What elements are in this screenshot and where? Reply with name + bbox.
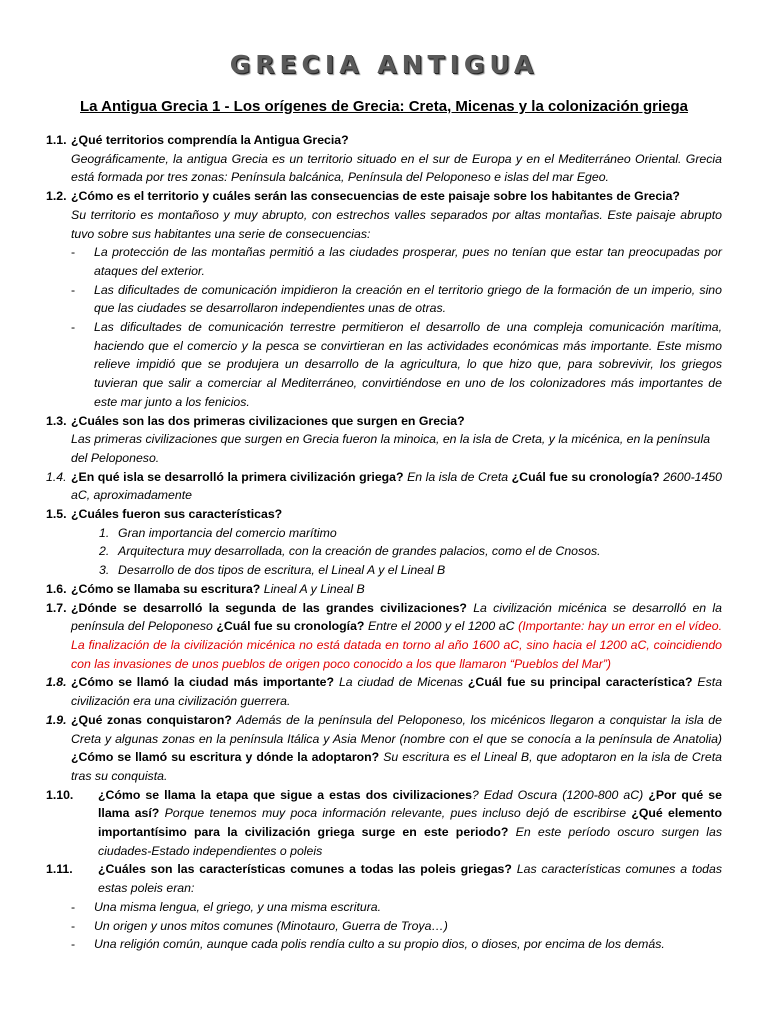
question-text: ¿En qué isla se desarrolló la primera civilización griega? [71,469,404,484]
answer-text: ? Edad Oscura (1200-800 aC) [471,787,644,802]
error-note: (Importante: hay un error en el vídeo. La finalización de la civilización micénica no está datada en torno al año 1600 aC, sino hacia el 1200 aC, coincidiendo con las invasiones de unos pueblos de origen poco conocido a los que llamaron “Pueblos del Mar”) [71,619,723,671]
question-text: ¿Cómo se llamó su escritura y dónde la adoptaron? [71,750,380,765]
document-body [46,131,722,954]
question-text: ¿Cuál fue su cronología? [511,469,660,484]
list-item: - Una religión común, aunque cada polis rendía culto a su propio dios, o dioses, por encima de los demás. [94,935,722,954]
question-text: ¿Cuáles son las dos primeras civilizaciones que surgen en Grecia? [71,413,465,428]
page-title: GRECIA ANTIGUA [229,50,539,79]
question-text: ¿Cuáles son las características comunes a todas las poleis griegas? [98,862,512,877]
question-number: 1.6. [46,581,67,596]
poleis-characteristics-list [46,898,722,954]
answer-text: Las características comunes a todas estas poleis eran: [98,862,723,896]
answer-text: Su escritura es el Lineal B, que adoptaron en la isla de Creta tras su conquista. [71,750,722,783]
list-number: 1. [99,525,110,540]
question-number: 1.2. [46,189,67,204]
question-number: 1.5. [46,507,67,522]
question-block-1-2 [46,187,722,243]
question-block-1-9 [46,711,722,786]
answer-text: Geográficamente, la antigua Grecia es un territorio situado en el sur de Europa y en el Mediterráneo Oriental. Grecia está formada por tres zonas: Península balcánica, Península del Peloponeso e islas del mar Egeo. [71,151,722,185]
question-number: 1.1. [46,133,67,147]
list-item: - La protección de las montañas permitió a las ciudades prosperar, pues no tenían que estar tan preocupadas por ataques del exterior. [94,243,722,280]
question-text: ¿Cuáles fueron sus características? [71,507,283,522]
question-text: ¿Qué zonas conquistaron? [71,712,232,727]
answer-text: Las primeras civilizaciones que surgen en Grecia fueron la minoica, en la isla de Creta, y la micénica, en la península del Peloponeso. [71,432,711,465]
question-block-1-7 [46,599,722,674]
characteristics-list [46,524,722,580]
list-number: 3. [99,563,110,578]
question-block-1-1 [46,131,722,187]
answer-text: La civilización micénica se desarrolló en la península del Peloponeso [71,600,722,634]
question-number: 1.10. [46,787,74,802]
question-text: ¿Qué elemento importantísimo para la civilización griega surge en este periodo? [98,806,723,840]
question-number: 1.9. [46,712,67,727]
page-subtitle: La Antigua Grecia 1 - Los orígenes de Grecia: Creta, Micenas y la colonización griega [80,98,688,115]
list-item: - Las dificultades de comunicación impidieron la creación en el territorio griego de la formación de un imperio, sino que las ciudades se desarrollaron independientes unas de otras. [94,281,722,318]
question-text: ¿Qué territorios comprendía la Antigua Grecia? [71,133,349,147]
question-block-1-10 [46,786,722,861]
list-item: - Las dificultades de comunicación terrestre permitieron el desarrollo de una compleja comunicación marítima, haciendo que el comercio y la pesca se convirtieran en las actividades económicas más importante. Este mismo relieve impidió que se produjera un desarrollo de la agricultura, lo que hizo que, para sobrevivir, los griegos tuvieran que salir a comerciar al Mediterráneo, convirtiéndose en uno de los colonizadores más importantes de este mar junto a los fenicios. [94,318,722,412]
question-number: 1.8. [46,675,67,690]
question-block-1-11 [46,860,722,897]
question-block-1-3 [46,412,722,468]
question-block-1-6 [46,580,722,599]
list-item: 3. Desarrollo de dos tipos de escritura, el Lineal A y el Lineal B [118,561,722,580]
list-item: - Una misma lengua, el griego, y una misma escritura. [94,898,722,917]
question-number: 1.4. [46,469,67,484]
question-text: ¿Dónde se desarrolló la segunda de las grandes civilizaciones? [71,600,467,615]
list-number: 2. [99,544,110,559]
list-item: 2. Arquitectura muy desarrollada, con la creación de grandes palacios, como el de Cnosos. [118,542,722,561]
consequences-list [46,243,722,411]
question-block-1-4 [46,468,722,505]
question-block-1-5 [46,505,722,524]
question-text: ¿Por qué se llama así? [98,787,722,821]
answer-text: Lineal A y Lineal B [263,581,365,596]
question-text: ¿Cuál fue su principal característica? [467,675,693,690]
answer-text: Su territorio es montañoso y muy abrupto, con estrechos valles separados por altas montañas. Este paisaje abrupto tuvo sobre sus habitantes una serie de consecuencias: [71,207,722,241]
question-number: 1.7. [46,600,67,615]
list-item: - Un origen y unos mitos comunes (Minotauro, Guerra de Troya…) [94,917,722,936]
answer-text: La ciudad de Micenas [338,675,464,690]
question-text: ¿Cómo se llamó la ciudad más importante? [71,675,335,690]
answer-text: En este período oscuro surgen las ciudades-Estado independientes o poleis [98,825,723,858]
answer-text: En la isla de Creta [407,469,509,484]
answer-text: Entre el 2000 y el 1200 aC [368,619,515,634]
question-number: 1.3. [46,413,67,428]
question-block-1-8 [46,673,722,710]
answer-text: Esta civilización era una civilización guerrera. [71,675,723,709]
list-item: 1. Gran importancia del comercio marítimo [118,524,722,543]
question-text: ¿Cuál fue su cronología? [216,619,365,634]
question-number: 1.11. [46,862,73,877]
answer-text: Además de la península del Peloponeso, los micénicos llegaron a conquistar la isla de Creta y algunas zonas en la península Itálica y Asia Menor (nombre con el que se conocía a la península de Anatolia) [71,712,722,746]
question-text: ¿Cómo es el territorio y cuáles serán las consecuencias de este paisaje sobre los habitantes de Grecia? [71,189,680,204]
answer-text: Porque tenemos muy poca información relevante, pues incluso dejó de escribirse [164,806,627,821]
question-text: ¿Cómo se llama la etapa que sigue a estas dos civilizaciones [98,787,472,802]
question-text: ¿Cómo se llamaba su escritura? [71,581,261,596]
answer-text: 2600-1450 aC, aproximadamente [71,469,723,503]
